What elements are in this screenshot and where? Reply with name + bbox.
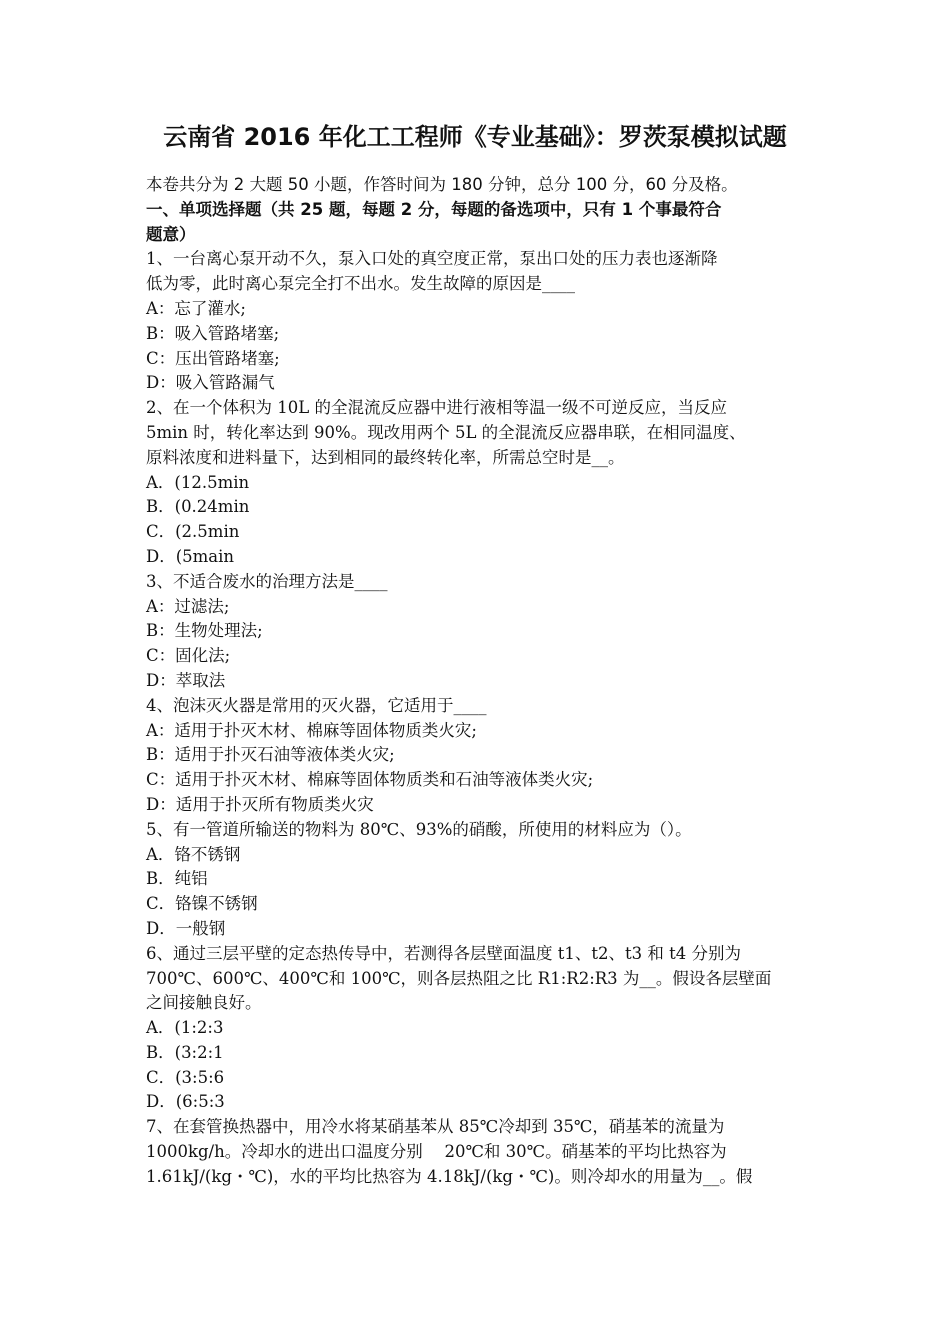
question-stem-line: 原料浓度和进料量下，达到相同的最终转化率，所需总空时是__。 xyxy=(146,447,625,467)
question-stem-line: 7、在套管换热器中，用冷水将某硝基苯从 85℃冷却到 35℃，硝基苯的流量为 xyxy=(146,1117,725,1137)
answer-option: A：忘了灌水; xyxy=(146,298,246,318)
section-heading-line: 一、单项选择题（共 25 题，每题 2 分，每题的备选项中，只有 1 个事最符合 xyxy=(146,199,722,219)
answer-option: A．铬不锈钢 xyxy=(146,844,241,864)
question-stem-line: 6、通过三层平壁的定态热传导中，若测得各层壁面温度 t1、t2、t3 和 t4 分别为 xyxy=(146,943,741,963)
answer-option: C．(3:5:6 xyxy=(146,1067,225,1087)
question-3 xyxy=(146,570,810,694)
answer-option: C：压出管路堵塞; xyxy=(146,348,280,368)
exam-intro: 本卷共分为 2 大题 50 小题，作答时间为 180 分钟，总分 100 分，60 分及格。 xyxy=(146,175,738,194)
answer-option: C．铬镍不锈钢 xyxy=(146,894,258,914)
answer-option: D．一般钢 xyxy=(146,918,226,938)
question-stem-line: 1.61kJ/(kg・℃)，水的平均比热容为 4.18kJ/(kg・℃)。则冷却水的用量为__。假 xyxy=(146,1166,753,1186)
section-heading-line: 题意） xyxy=(146,224,196,244)
question-stem-line: 5、有一管道所输送的物料为 80℃、93%的硝酸，所使用的材料应为（）。 xyxy=(146,819,692,839)
answer-option: A．(1:2:3 xyxy=(146,1018,224,1038)
answer-option: D：吸入管路漏气 xyxy=(146,373,275,393)
question-stem-line: 2、在一个体积为 10L 的全混流反应器中进行液相等温一级不可逆反应，当反应 xyxy=(146,398,727,418)
question-6 xyxy=(146,942,810,1116)
answer-option: B：生物处理法; xyxy=(146,621,263,641)
answer-option: C：适用于扑灭木材、棉麻等固体物质类和石油等液体类火灾; xyxy=(146,770,594,790)
answer-option: D．(5main xyxy=(146,546,235,566)
answer-option: C：固化法; xyxy=(146,646,231,666)
question-stem-line: 700℃、600℃、400℃和 100℃，则各层热阻之比 R1:R2:R3 为__。假设各层壁面 xyxy=(146,968,772,988)
question-5 xyxy=(146,818,810,942)
answer-option: A．(12.5min xyxy=(146,472,250,492)
question-4 xyxy=(146,694,810,818)
document-body xyxy=(146,173,810,1190)
question-stem-line: 1000kg/h。冷却水的进出口温度分别 20℃和 30℃。硝基苯的平均比热容为 xyxy=(146,1142,727,1162)
answer-option: B：适用于扑灭石油等液体类火灾; xyxy=(146,745,395,765)
answer-option: A：适用于扑灭木材、棉麻等固体物质类火灾; xyxy=(146,720,477,740)
answer-option: D．(6:5:3 xyxy=(146,1092,225,1112)
question-7 xyxy=(146,1115,810,1189)
question-stem-line: 低为零，此时离心泵完全打不出水。发生故障的原因是____ xyxy=(146,274,575,294)
document-title: 云南省 2016 年化工工程师《专业基础》：罗茨泵模拟试题 xyxy=(163,123,787,151)
question-stem-line: 5min 时，转化率达到 90%。现改用两个 5L 的全混流反应器串联，在相同温度、 xyxy=(146,422,746,442)
answer-option: D：适用于扑灭所有物质类火灾 xyxy=(146,794,374,814)
answer-option: B．(3:2:1 xyxy=(146,1042,224,1062)
answer-option: D：萃取法 xyxy=(146,670,226,690)
answer-option: B．纯铝 xyxy=(146,869,208,889)
answer-option: B．(0.24min xyxy=(146,497,250,517)
question-stem-line: 1、一台离心泵开动不久，泵入口处的真空度正常，泵出口处的压力表也逐渐降 xyxy=(146,249,718,269)
answer-option: A：过滤法; xyxy=(146,596,230,616)
question-stem-line: 之间接触良好。 xyxy=(146,993,262,1013)
answer-option: B：吸入管路堵塞; xyxy=(146,323,280,343)
question-stem-line: 4、泡沫灭火器是常用的灭火器，它适用于____ xyxy=(146,695,487,715)
answer-option: C．(2.5min xyxy=(146,522,240,542)
question-2 xyxy=(146,396,810,570)
question-stem-line: 3、不适合废水的治理方法是____ xyxy=(146,571,388,591)
question-1 xyxy=(146,247,810,396)
